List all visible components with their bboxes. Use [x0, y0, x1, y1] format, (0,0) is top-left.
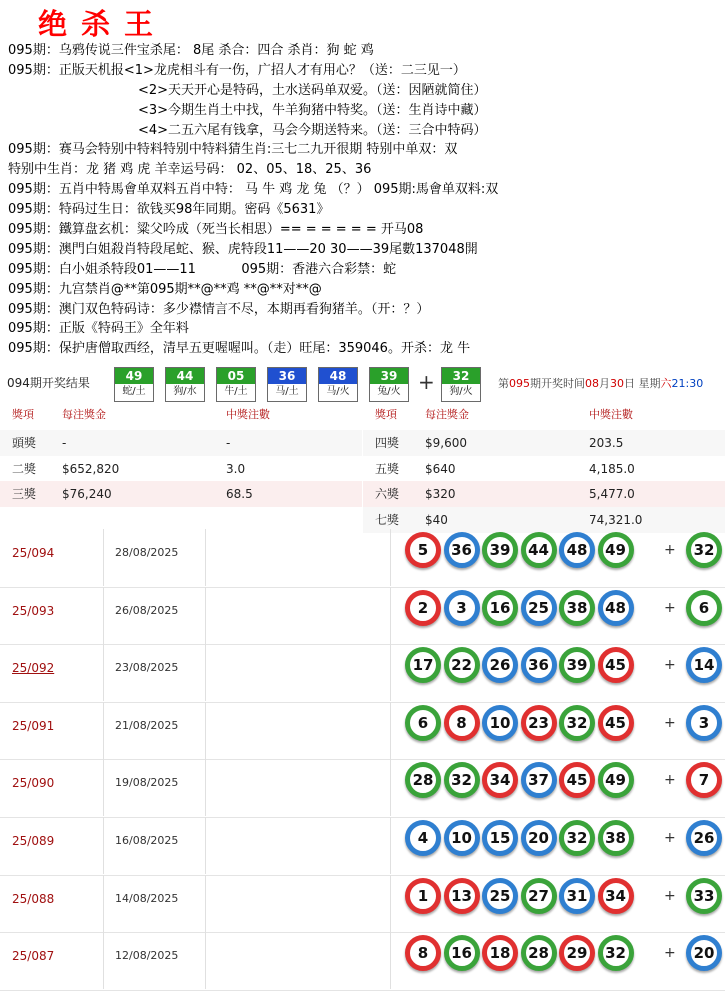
- result-ball: 28: [521, 935, 557, 971]
- result-ball: 32: [598, 935, 634, 971]
- result-ball: 26: [482, 647, 518, 683]
- plus-sign: +: [664, 830, 676, 846]
- result-special-ball: 7: [686, 762, 722, 798]
- result-ball: 38: [559, 590, 595, 626]
- plus-sign: +: [664, 714, 676, 731]
- draw-ball-zodiac: 马/土: [275, 386, 299, 397]
- result-ball: 22: [444, 647, 480, 683]
- result-ball: 28: [405, 762, 441, 798]
- column-divider: [390, 529, 391, 586]
- prediction-line: <4>二五六尾有钱拿，马会今期送特来。（送：三合中特码）: [138, 122, 487, 138]
- draw-ball: [216, 367, 256, 402]
- prediction-line: 特别中生肖：龙 猪 鸡 虎 羊幸运号码： 02、05、18、25、36: [8, 162, 372, 178]
- result-row: [0, 817, 725, 876]
- result-ball: 13: [444, 878, 480, 914]
- prize-row: [0, 456, 362, 482]
- result-ball: 2: [405, 590, 441, 626]
- result-ball: 48: [559, 532, 595, 568]
- result-special-ball: 14: [686, 647, 722, 683]
- result-row: [0, 932, 725, 991]
- prediction-line: <3>今期生肖土中找，牛羊狗猪中特奖。（送：生肖诗中藏）: [138, 102, 487, 118]
- plus-sign: +: [664, 945, 676, 962]
- prediction-line: 095期：五肖中特馬會单双料五肖中特： 马 牛 鸡 龙 兔 （？） 095期:馬會单双料:双: [8, 182, 499, 198]
- draw-ball-number: 49: [115, 368, 153, 384]
- prize-table: [0, 404, 725, 529]
- prize-row: [363, 456, 725, 482]
- result-ball: 25: [482, 878, 518, 914]
- draw-ball-zodiac: 兔/火: [377, 386, 401, 397]
- column-divider: [103, 644, 104, 701]
- result-ball: 34: [482, 762, 518, 798]
- plus-sign: +: [664, 772, 676, 789]
- result-ball: 8: [444, 705, 480, 741]
- header-prize-name-right: 獎項: [375, 408, 397, 421]
- column-divider: [103, 817, 104, 874]
- result-row: [0, 529, 725, 588]
- header-prize-name: 獎項: [12, 408, 34, 421]
- result-ball: 49: [598, 762, 634, 798]
- plus-sign: +: [664, 657, 676, 674]
- result-special-ball: 3: [686, 705, 722, 741]
- column-divider: [205, 529, 206, 586]
- result-ball: 36: [444, 532, 480, 568]
- prize-amount: $9,600: [425, 436, 467, 450]
- result-ball: 10: [482, 705, 518, 741]
- prize-name: 六獎: [375, 487, 400, 501]
- result-ball: 34: [598, 878, 634, 914]
- column-divider: [205, 644, 206, 701]
- prize-winners: 5,477.0: [589, 487, 635, 501]
- result-ball: 23: [521, 705, 557, 741]
- result-ball: 45: [598, 705, 634, 741]
- result-ball: 32: [559, 705, 595, 741]
- column-divider: [390, 644, 391, 701]
- plus-sign: +: [418, 370, 435, 394]
- result-ball: 6: [405, 705, 441, 741]
- draw-special-ball: [441, 367, 481, 402]
- draw-ball: [369, 367, 409, 402]
- column-divider: [103, 759, 104, 816]
- prize-winners: 68.5: [226, 487, 253, 501]
- result-ball: 16: [444, 935, 480, 971]
- prize-amount: $320: [425, 487, 456, 501]
- prize-winners: -: [226, 436, 231, 450]
- draw-ball-number: 44: [166, 368, 204, 384]
- result-ball: 32: [559, 820, 595, 856]
- draw-ball: [318, 367, 358, 402]
- prize-amount: -: [62, 436, 67, 450]
- prize-amount: $40: [425, 512, 448, 527]
- result-issue: 25/093: [12, 603, 55, 618]
- latest-draw-bar: [0, 364, 725, 403]
- column-divider: [103, 529, 104, 586]
- result-ball: 29: [559, 935, 595, 971]
- draw-ball-zodiac: 马/火: [326, 386, 350, 397]
- result-date: 21/08/2025: [115, 718, 179, 732]
- prediction-line: 095期：乌鸦传说三件宝杀尾： 8尾 杀合：四合 杀肖：狗 蛇 鸡: [8, 43, 374, 58]
- draw-ball: [267, 367, 307, 402]
- result-issue: 25/090: [12, 776, 55, 791]
- prediction-line: 095期：鐵算盘玄机：粱父吟成（死当长相思）== = = = = = 开马08: [8, 222, 424, 238]
- result-ball: 38: [598, 820, 634, 856]
- result-ball: 18: [482, 935, 518, 971]
- result-ball: 32: [444, 762, 480, 798]
- draw-ball-zodiac: 蛇/土: [122, 386, 146, 397]
- prize-row: [0, 481, 362, 507]
- result-date: 26/08/2025: [115, 603, 179, 617]
- draw-ball-number: 39: [370, 368, 408, 384]
- result-ball: 49: [598, 532, 634, 568]
- column-divider: [390, 759, 391, 816]
- result-ball: 37: [521, 762, 557, 798]
- result-ball: 45: [598, 647, 634, 683]
- result-ball: 27: [521, 878, 557, 914]
- column-divider: [205, 932, 206, 989]
- prize-winners: 3.0: [226, 461, 246, 476]
- page-title: 绝杀王: [38, 7, 168, 41]
- result-ball: 48: [598, 590, 634, 626]
- plus-sign: +: [664, 599, 676, 616]
- prize-winners: 4,185.0: [589, 461, 635, 476]
- result-ball: 15: [482, 820, 518, 856]
- column-divider: [103, 702, 104, 759]
- result-issue: 25/094: [12, 546, 55, 560]
- prediction-line: 095期：澳门双色特码诗：多少襟情言不尽，本期再看狗猪羊。（开：？）: [8, 301, 430, 317]
- prediction-line: 095期：保护唐僧取西经，清早五更喔喔叫。（走）旺尾：359046。开杀：龙 牛: [8, 341, 471, 357]
- result-ball: 3: [444, 590, 480, 626]
- result-date: 28/08/2025: [115, 546, 179, 559]
- result-special-ball: 26: [686, 820, 722, 856]
- prediction-line: 095期：九宫禁肖@**第095期**@**鸡 **@**对**@: [8, 281, 322, 297]
- result-special-ball: 32: [686, 532, 722, 568]
- prediction-line: 095期：正版《特码王》全年料: [8, 321, 189, 337]
- prediction-line: 095期：正版天机报<1>龙虎相斗有一伤，广招人才有用心？（送：二三见一）: [8, 62, 466, 78]
- next-draw-info: 第095期开奖时间08月30日 星期六21:30: [498, 377, 704, 390]
- header-prize-amount-right: 每注獎金: [425, 408, 469, 421]
- prediction-lines: [8, 41, 723, 359]
- prediction-line: <2>天天开心是特码，土水送码单双爱。（送：因陋就简住）: [138, 82, 487, 98]
- result-issue: 25/089: [12, 834, 55, 848]
- draw-label: 094期开奖结果: [7, 376, 90, 390]
- prize-name: 頭獎: [12, 436, 37, 450]
- result-row: [0, 875, 725, 934]
- prize-name: 七獎: [375, 512, 400, 527]
- column-divider: [103, 875, 104, 932]
- prize-name: 二獎: [12, 461, 37, 476]
- result-ball: 10: [444, 820, 480, 856]
- result-special-ball: 20: [686, 935, 722, 971]
- result-ball: 36: [521, 647, 557, 683]
- header-prize-winners-right: 中獎注數: [589, 408, 633, 421]
- column-divider: [103, 587, 104, 644]
- prediction-line: 095期：澳門白姐殺肖特段尾蛇、猴、虎特段11——20 30——39尾數137048開: [8, 241, 478, 257]
- result-ball: 25: [521, 590, 557, 626]
- plus-sign: +: [664, 887, 676, 904]
- draw-ball: [114, 367, 154, 402]
- draw-ball-number: 32: [442, 368, 480, 384]
- column-divider: [390, 702, 391, 759]
- result-date: 16/08/2025: [115, 834, 179, 847]
- column-divider: [390, 587, 391, 644]
- column-divider: [205, 702, 206, 759]
- prize-name: 四獎: [375, 436, 400, 450]
- column-divider: [390, 932, 391, 989]
- prediction-line: 095期：白小姐杀特段01——11 095期：香港六合彩禁：蛇: [8, 261, 397, 277]
- draw-ball-number: 48: [319, 368, 357, 384]
- result-ball: 17: [405, 647, 441, 683]
- draw-ball-zodiac: 牛/土: [224, 386, 248, 397]
- column-divider: [390, 817, 391, 874]
- draw-ball-number: 05: [217, 368, 255, 384]
- result-issue: 25/088: [12, 891, 55, 906]
- result-ball: 20: [521, 820, 557, 856]
- result-special-ball: 33: [686, 878, 722, 914]
- prediction-line: 095期：赛马会特别中特料特别中特料猜生肖:三七二九开很期 特别中单双：双: [8, 142, 458, 158]
- column-divider: [390, 875, 391, 932]
- prediction-line: 095期：特码过生日：欲钱买98年同期。密码《5631》: [8, 202, 330, 218]
- result-ball: 4: [405, 820, 441, 856]
- result-date: 19/08/2025: [115, 776, 179, 790]
- result-date: 12/08/2025: [115, 949, 179, 963]
- result-row: [0, 644, 725, 703]
- prize-winners: 74,321.0: [589, 512, 643, 527]
- result-ball: 44: [521, 532, 557, 568]
- result-issue: 25/087: [12, 949, 55, 964]
- result-ball: 5: [405, 532, 441, 568]
- draw-ball-number: 36: [268, 368, 306, 384]
- result-ball: 39: [482, 532, 518, 568]
- result-ball: 16: [482, 590, 518, 626]
- draw-ball-zodiac: 狗/火: [449, 386, 473, 397]
- result-ball: 8: [405, 935, 441, 971]
- result-row: [0, 702, 725, 761]
- prize-winners: 203.5: [589, 436, 624, 450]
- column-divider: [205, 587, 206, 644]
- column-divider: [205, 817, 206, 874]
- result-row: [0, 759, 725, 818]
- result-row: [0, 587, 725, 646]
- draw-ball-zodiac: 狗/水: [173, 386, 197, 397]
- result-ball: 1: [405, 878, 441, 914]
- result-ball: 39: [559, 647, 595, 683]
- header-prize-winners: 中獎注數: [226, 408, 270, 421]
- draw-ball: [165, 367, 205, 402]
- result-issue[interactable]: 25/092: [12, 661, 55, 676]
- prize-amount: $76,240: [62, 487, 112, 501]
- plus-sign: +: [664, 542, 676, 558]
- column-divider: [103, 932, 104, 989]
- prize-name: 五獎: [375, 461, 400, 476]
- header-prize-amount: 每注獎金: [62, 408, 106, 421]
- result-ball: 45: [559, 762, 595, 798]
- result-ball: 31: [559, 878, 595, 914]
- column-divider: [205, 759, 206, 816]
- prize-row: [0, 430, 362, 456]
- prize-amount: $652,820: [62, 461, 120, 476]
- result-issue: 25/091: [12, 718, 55, 733]
- prize-row: [363, 481, 725, 507]
- result-date: 14/08/2025: [115, 891, 179, 905]
- prize-row: [363, 430, 725, 456]
- column-divider: [205, 875, 206, 932]
- prize-amount: $640: [425, 461, 456, 476]
- result-date: 23/08/2025: [115, 661, 179, 675]
- prize-name: 三獎: [12, 487, 37, 501]
- result-special-ball: 6: [686, 590, 722, 626]
